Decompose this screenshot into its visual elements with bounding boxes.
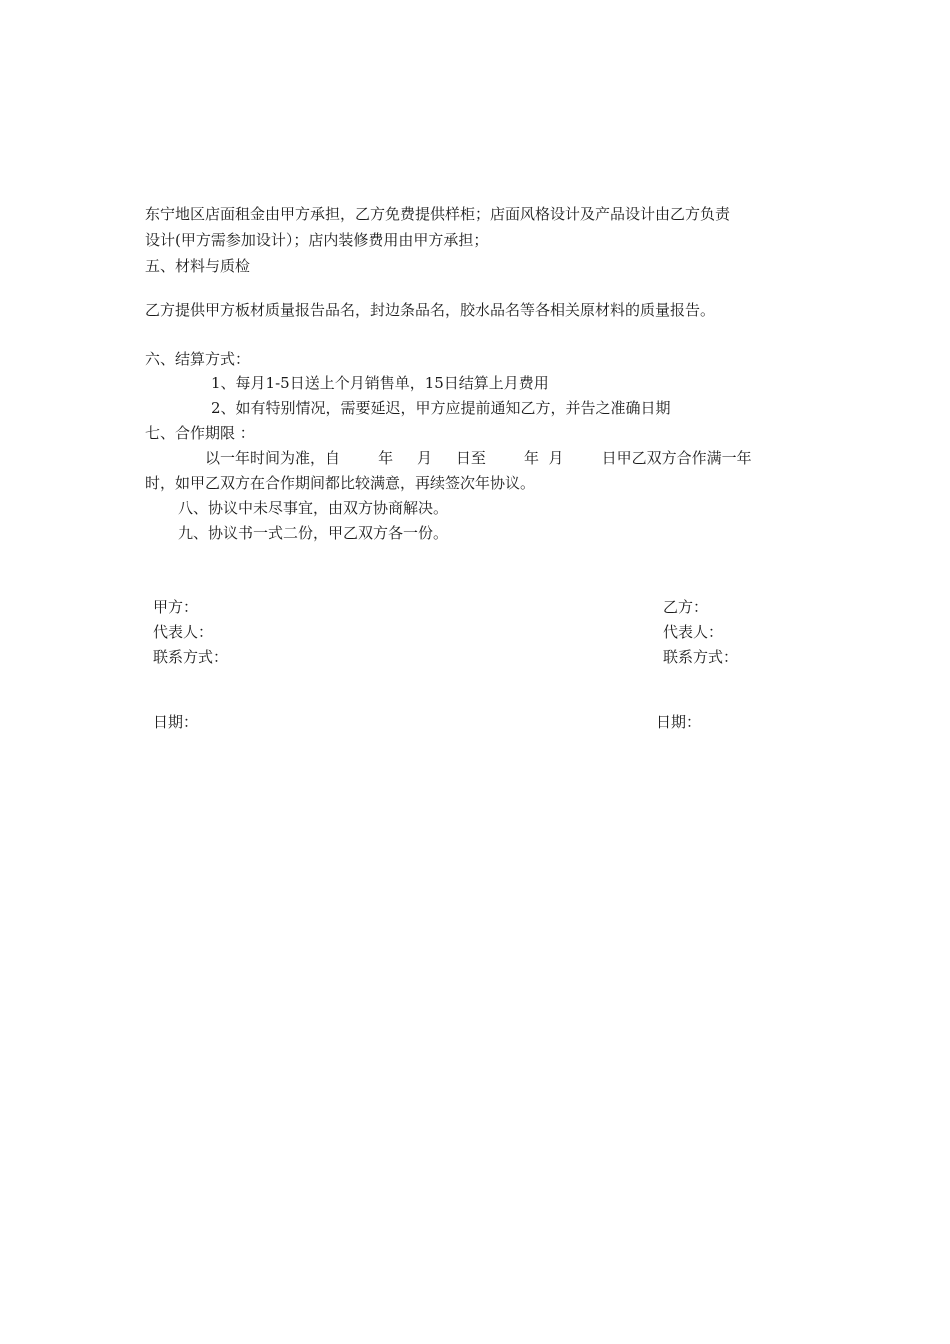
section-7-line-1: 以一年时间为准，自 年 月 日至 年 月 日甲乙双方合作满一年 xyxy=(205,449,752,467)
section-6-item-2: 2、如有特别情况，需要延迟，甲方应提前通知乙方，并告之准确日期 xyxy=(211,399,671,417)
party-a-label: 甲方： xyxy=(153,598,199,616)
section-5-title: 五、材料与质检 xyxy=(145,257,251,275)
paragraph-line-1: 东宁地区店面租金由甲方承担，乙方免费提供样柜；店面风格设计及产品设计由乙方负责 xyxy=(145,205,731,223)
section-5-body: 乙方提供甲方板材质量报告品名，封边条品名，胶水品名等各相关原材料的质量报告。 xyxy=(145,301,716,319)
section-7-title: 七、合作期限 ： xyxy=(145,424,255,442)
party-a-contact-label: 联系方式： xyxy=(153,648,229,666)
party-b-contact-label: 联系方式： xyxy=(663,648,739,666)
party-a-date-label: 日期： xyxy=(153,713,199,731)
paragraph-line-2: 设计(甲方需参加设计）；店内装修费用由甲方承担； xyxy=(145,231,489,249)
section-6-title: 六、结算方式： xyxy=(145,350,251,368)
party-b-representative-label: 代表人： xyxy=(663,623,724,641)
party-b-date-label: 日期： xyxy=(656,713,702,731)
section-8: 八、协议中未尽事宜，由双方协商解决。 xyxy=(178,499,449,517)
section-7-line-2: 时，如甲乙双方在合作期间都比较满意，再续签次年协议。 xyxy=(145,474,536,492)
section-9: 九、协议书一式二份，甲乙双方各一份。 xyxy=(178,524,449,542)
party-a-representative-label: 代表人： xyxy=(153,623,214,641)
section-6-item-1: 1、每月1-5日送上个月销售单，15日结算上月费用 xyxy=(211,374,549,392)
party-b-label: 乙方： xyxy=(663,598,709,616)
